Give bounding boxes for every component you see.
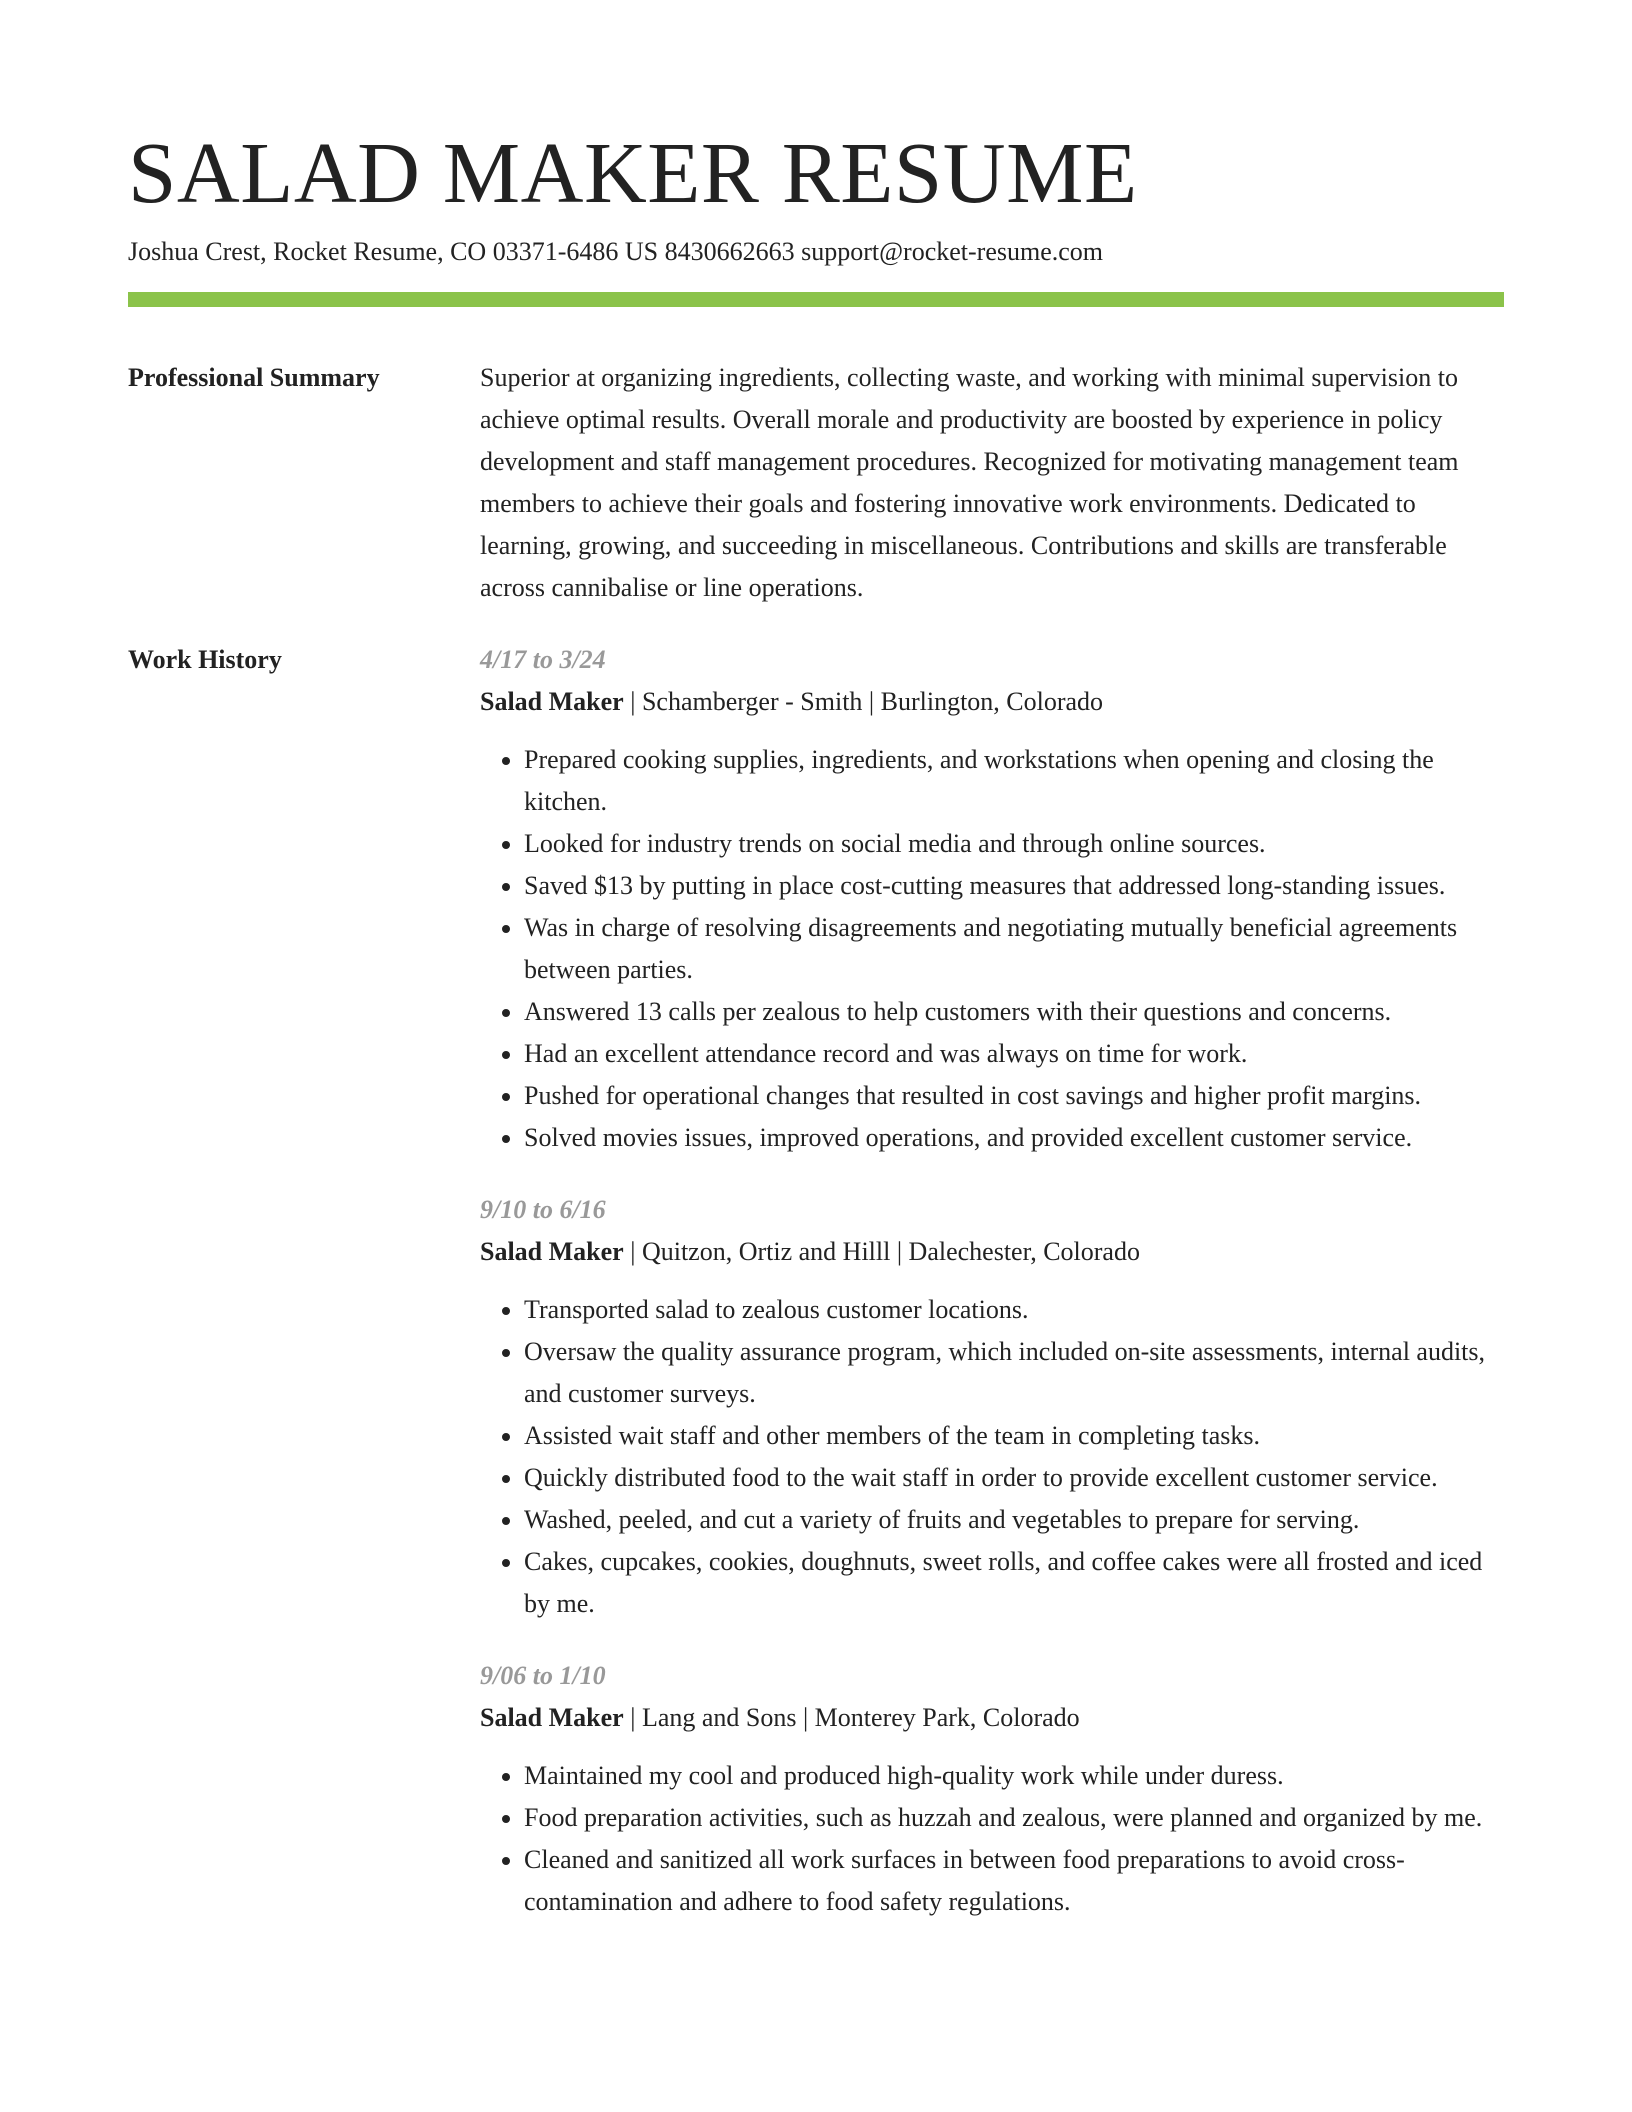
job-entry (480, 639, 1504, 1159)
job-title-line (480, 1697, 1504, 1739)
job-employer-location: | Quitzon, Ortiz and Hilll | Dalechester, Colorado (623, 1237, 1140, 1266)
list-item: • Cleaned and sanitized all work surfaces in between food preparations to avoid cross-contamination and adhere to food safety regulations. (524, 1839, 1504, 1923)
list-item: • Prepared cooking supplies, ingredients, and workstations when opening and closing the kitchen. (524, 739, 1504, 823)
list-item: • Solved movies issues, improved operations, and provided excellent customer service. (524, 1117, 1504, 1159)
job-title-line (480, 681, 1504, 723)
list-item: • Oversaw the quality assurance program, which included on-site assessments, internal audits, and customer surveys. (524, 1331, 1504, 1415)
list-item: • Quickly distributed food to the wait staff in order to provide excellent customer service. (524, 1457, 1504, 1499)
jobs-list (480, 639, 1504, 1923)
list-item: • Saved $13 by putting in place cost-cutting measures that addressed long-standing issues. (524, 865, 1504, 907)
list-item: • Washed, peeled, and cut a variety of fruits and vegetables to prepare for serving. (524, 1499, 1504, 1541)
contact-name: Joshua Crest, (128, 237, 267, 266)
job-dates: 9/06 to 1/10 (480, 1661, 606, 1690)
contact-phone: 8430662663 (664, 237, 795, 266)
work-history-section (128, 639, 1504, 1923)
resume-page (128, 118, 1504, 1923)
list-item: • Cakes, cupcakes, cookies, doughnuts, sweet rolls, and coffee cakes were all frosted and iced by me. (524, 1541, 1504, 1625)
contact-company: Rocket Resume, (273, 237, 444, 266)
job-entry (480, 1189, 1504, 1625)
job-role: Salad Maker (480, 687, 624, 716)
accent-divider (128, 292, 1504, 307)
list-item: • Answered 13 calls per zealous to help customers with their questions and concerns. (524, 991, 1504, 1033)
list-item: • Maintained my cool and produced high-quality work while under duress. (524, 1755, 1504, 1797)
job-duties-list (480, 739, 1504, 1159)
job-duties-list (480, 1289, 1504, 1625)
contact-location: CO 03371-6486 US (450, 237, 659, 266)
list-item: • Transported salad to zealous customer locations. (524, 1289, 1504, 1331)
contact-email: support@rocket-resume.com (801, 237, 1104, 266)
list-item: • Assisted wait staff and other members of the team in completing tasks. (524, 1415, 1504, 1457)
contact-line (128, 234, 1504, 270)
resume-title: SALAD MAKER RESUME (128, 124, 1138, 221)
list-item: • Had an excellent attendance record and was always on time for work. (524, 1033, 1504, 1075)
section-heading: Work History (128, 645, 282, 674)
job-role: Salad Maker (480, 1703, 624, 1732)
job-employer-location: | Lang and Sons | Monterey Park, Colorado (623, 1703, 1080, 1732)
job-role: Salad Maker (480, 1237, 624, 1266)
job-dates: 4/17 to 3/24 (480, 645, 606, 674)
section-heading: Professional Summary (128, 363, 380, 392)
list-item: • Food preparation activities, such as huzzah and zealous, were planned and organized by me. (524, 1797, 1504, 1839)
job-entry (480, 1655, 1504, 1923)
job-employer-location: | Schamberger - Smith | Burlington, Colorado (623, 687, 1104, 716)
job-title-line (480, 1231, 1504, 1273)
job-dates: 9/10 to 6/16 (480, 1195, 606, 1224)
professional-summary-section (128, 357, 1504, 609)
summary-text: Superior at organizing ingredients, collecting waste, and working with minimal supervision to achieve optimal results. Overall morale and productivity are boosted by experience in policy development and staff management procedures. Recognized for motivating management team members to achieve their goals and fostering innovative work environments. Dedicated to learning, growing, and succeeding in miscellaneous. Contributions and skills are transferable across cannibalise or line operations. (480, 363, 1459, 602)
list-item: • Was in charge of resolving disagreements and negotiating mutually beneficial agreements between parties. (524, 907, 1504, 991)
list-item: • Pushed for operational changes that resulted in cost savings and higher profit margins. (524, 1075, 1504, 1117)
list-item: • Looked for industry trends on social media and through online sources. (524, 823, 1504, 865)
job-duties-list (480, 1755, 1504, 1923)
